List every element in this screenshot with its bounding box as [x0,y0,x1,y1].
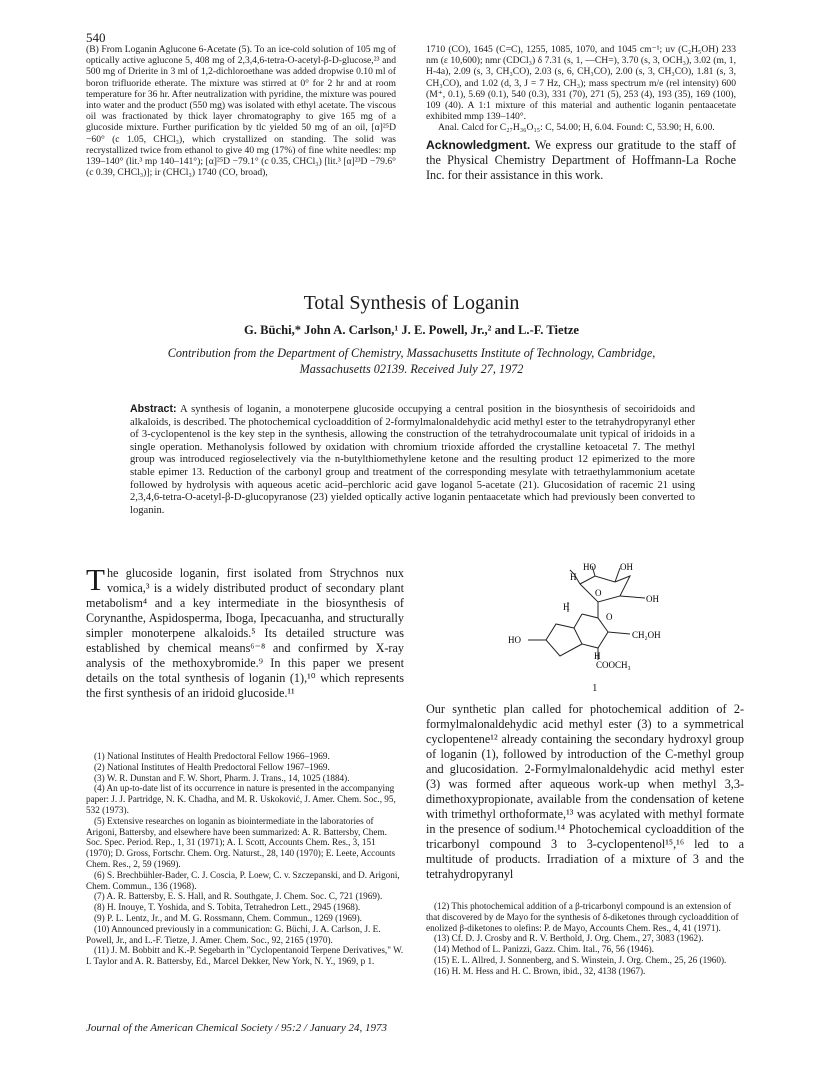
footnote: (15) E. L. Allred, J. Sonnenberg, and S. Winstein, J. Org. Chem., 25, 26 (1960). [434,954,727,965]
structure-label: HO [583,562,596,572]
journal-footer: Journal of the American Chemical Society / 95:2 / January 24, 1973 [86,1022,388,1034]
structure-label: H [570,572,577,582]
footnotes-left [86,751,404,967]
abstract-text: A synthesis of loganin, a monoterpene glucoside occupying a central position in the biosynthesis of secoiridoids and alkaloids, is described. The photochemical cycloaddition of 2-formylmalonaldehydic acid methyl ester to the tetrahydropyranyl ether of 3-cyclopentenol is the key step in the synthesis, allowing the construction of the tetrahydrocoumalate unit typical of iridoids in a single operation. Methanolysis followed by oxidation with chromium trioxide afforded the crystalline ketoacetal 7. The methyl group was introduced regioselectively via the n-butylthiomethylene ketone and the resulting product 12 epimerized to the more stable epimer 13. Reduction of the carbonyl group and treatment of the corresponding mesylate with tetraethylammonium acetate followed by hydrolysis with aqueous acetic acid–perchloric acid gave loganol 5-acetate (21). Glucosidation of racemic 21 using 2,3,4,6-tetra-O-acetyl-β-D-glucopyranose (23) yielded optically active loganin pentaacetate which had previously been converted to loganin. [130,404,695,516]
footnote: (2) National Institutes of Health Predoctoral Fellow 1967–1969. [94,761,330,772]
loganin-structure [470,562,720,672]
footnote: (12) This photochemical addition of a β-tricarbonyl compound is an extension of that discovered by de Mayo for the synthesis of δ-diketones through cycloaddition of enolized β-diketones to olefins: P. de Mayo, Accounts Chem. Res., 4, 41 (1971). [426,901,739,933]
footnote: (9) P. L. Lentz, Jr., and M. G. Rossmann, Chem. Commun., 1269 (1969). [94,912,362,923]
analysis-text: Anal. Calcd for C₂₇H₃₆O₁₅: C, 54.00; H, 6.04. Found: C, 53.90; H, 6.00. [438,122,715,134]
pyran-ring-bond [574,614,608,648]
bond [620,596,645,598]
structure-label: O [606,612,613,622]
footnote: (3) W. R. Dunstan and F. W. Short, Pharm. J. Trans., 14, 1025 (1884). [94,772,350,783]
structure-label: CH₂OH [632,630,661,640]
footnote: (4) An up-to-date list of its occurrence in nature is presented in the accompanying paper: J. J. Partridge, N. K. Chadha, and M. R. Uskoković, J. Amer. Chem. Soc., 95, 532 (1973). [86,783,396,815]
article-authors: G. Büchi,* John A. Carlson,¹ J. E. Powell, Jr.,² and L.-F. Tietze [243,323,580,337]
structure-label: HO [508,635,521,645]
introduction-text: he glucoside loganin, first isolated from Strychnos nux vomica,³ is a widely distributed product of secondary plant metabolism⁴ and a key intermediate in the biosynthesis of Corynanthe, Aspidosperma, Iboga, Ipecacuanha, and structurally simpler monoterpene alkaloids.⁵ Its detailed structure was established by chemical means⁶⁻⁸ and confirmed by X-ray analysis of the methoxybromide.⁹ In this paper we present details on the total synthesis of loganin (1),¹⁰ which represents the first synthesis of an iridoid glucoside.¹¹ [86,566,404,700]
footnote: (1) National Institutes of Health Predoctoral Fellow 1966–1969. [94,751,330,761]
experimental-column-right [426,44,736,183]
structure-label: COOCH₃ [596,660,631,670]
abstract-heading: Abstract: [130,403,177,415]
footnote: (16) H. M. Hess and H. C. Brown, ibid., 32, 4138 (1967). [434,965,646,976]
page-number: 540 [86,30,106,45]
footnote: (8) H. Inouye, T. Yoshida, and S. Tobita, Tetrahedron Lett., 2945 (1968). [94,902,361,913]
footnote: (14) Method of L. Panizzi, Gazz. Chim. Ital., 76, 56 (1946). [434,944,654,955]
drop-cap: T [86,562,105,597]
experimental-column-left [86,44,396,178]
structure-label: H [594,651,601,661]
article-title: Total Synthesis of Loganin [303,292,520,314]
acknowledgment-text: We express our gratitude to the staff of the Physical Chemistry Department of Hoffmann-La Roche Inc. for their assistance in this work. [426,137,737,182]
acknowledgment-heading: Acknowledgment. [426,137,531,152]
structure-label: OH [620,562,633,572]
introduction [86,562,404,701]
experimental-text: (B) From Loganin Aglucone 6-Acetate (5). To an ice-cold solution of 105 mg of optically active aglucone 5, 408 mg of 2,3,4,6-tetra-O-acetyl-β-D-glucose,²³ and 500 mg of Drierite in 3 ml of 1,2-dichloroethane was added dropwise 0.10 ml of boron trifluoride etherate. The mixture was stirred at 0° for 2 hr and at room temperature for 36 hr. After neutralization with pyridine, the mixture was poured into water and the product (550 mg) was isolated with ethyl acetate. The viscous oil was fractionated by thick layer chromatography to give 165 mg of a glucoside mixture. Further purification by tlc yielded 50 mg of an oil, [α]²⁵D −60° (c 1.05, CHCl₃), which crystallized on standing. The solid was recrystallized twice from ethanol to give 40 mg (17%) of fine white needles: mp 139–140° (lit.³ mp 140–141°); [α]²⁵D −79.1° (c 0.35, CHCl₃) [lit.³ [α]²³D −79.6° (c 0.39, CHCl₃)]; ir (CHCl₃) 1740 (CO, broad), [86,44,396,179]
cyclopentane-ring-bond [546,624,582,656]
footnote: (10) Announced previously in a communication: G. Büchi, J. A. Carlson, J. E. Powell, Jr., and L.-F. Tietze, J. Amer. Chem. Soc., 92, 2165 (1970). [86,923,381,945]
acknowledgment [426,138,736,183]
structure-label: O [595,588,602,598]
synthesis-plan-text: Our synthetic plan called for photochemical addition of 2-formylmalonaldehydic acid methyl ester (3) to a symmetrical cyclopentene¹² already containing the secondary hydroxyl group of loganin (1), followed by introduction of the C-methyl group and glucosidation. 2-Formylmalonaldehydic acid methyl ester (3) was formed after aqueous work-up when methyl 3,3-dimethoxypropionate, available from the condensation of ketene with trimethyl orthoformate,¹³ was acylated with methyl formate in the presence of sodium.¹⁴ Photochemical cycloaddition of the tricarbonyl compound 3 to 3-cyclopentenol¹⁵,¹⁶ led to a multitude of products. Irradiation of a mixture of 3 and the tetrahydropyranyl [426,702,744,881]
footnotes-right [426,901,744,977]
article-affiliation: Contribution from the Department of Chemistry, Massachusetts Institute of Technology, Cambridge, Massachusetts 02139. Received July 27, 1972 [167,346,656,376]
structure-label: OH [646,594,659,604]
footnote: (11) J. M. Bobbitt and K.-P. Segebarth in "Cyclopentanoid Terpene Derivatives," W. I. Taylor and A. R. Battersby, Ed., Marcel Dekker, New York, N. Y., 1969, p 1. [86,945,404,967]
bond [608,632,630,634]
compound-number: 1 [592,682,598,694]
footnote: (7) A. R. Battersby, E. S. Hall, and R. Southgate, J. Chem. Soc. C, 721 (1969). [94,891,383,902]
glucose-ring-bond [580,576,630,602]
abstract [130,403,695,517]
spectral-data-text: 1710 (CO), 1645 (C=C), 1255, 1085, 1070, and 1045 cm⁻¹; uv (C₂H₅OH) 233 nm (ε 10,600); nmr (CDCl₃) δ 7.31 (s, 1, —CH=), 3.70 (s, 3, OCH₃), 3.02 (m, 1, H-4a), 2.09 (s, 3, CH₃CO), 2.03 (s, 6, CH₃CO), 2.00 (s, 3, CH₃CO), 1.81 (s, 3, CH₃CO), and 1.02 (d, 3, J = 7 Hz, CH₃); mass spectrum m/e (rel intensity) 600 (M⁺, 0.1), 5.69 (0.1), 540 (0.3), 331 (70), 271 (5), 253 (4), 193 (35), 169 (100), 109 (40). A 1:1 mixture of this material and authentic loganin pentaacetate exhibited mmp 139–140°. [426,44,736,123]
footnote: (13) Cf. D. J. Crosby and R. V. Berthold, J. Org. Chem., 27, 3083 (1962). [434,933,704,944]
footnote: (6) S. Brechbühler-Bader, C. J. Coscia, P. Loew, C. v. Szczepanski, and D. Arigoni, Chem. Commun., 136 (1968). [86,869,400,891]
structure-label: H [563,602,570,612]
footnote: (5) Extensive researches on loganin as biointermediate in the laboratories of Arigoni, Battersby, and elsewhere have been summarized: A. R. Battersby, Chem. Soc. Spec. Period. Rep., 1, 31 (1971); A. I. Scott, Accounts Chem. Res., 3, 151 (1970); D. Gross, Fortschr. Chem. Org. Naturst., 28, 140 (1970); E. Leete, Accounts Chem. Res., 2, 59 (1969). [86,815,396,869]
